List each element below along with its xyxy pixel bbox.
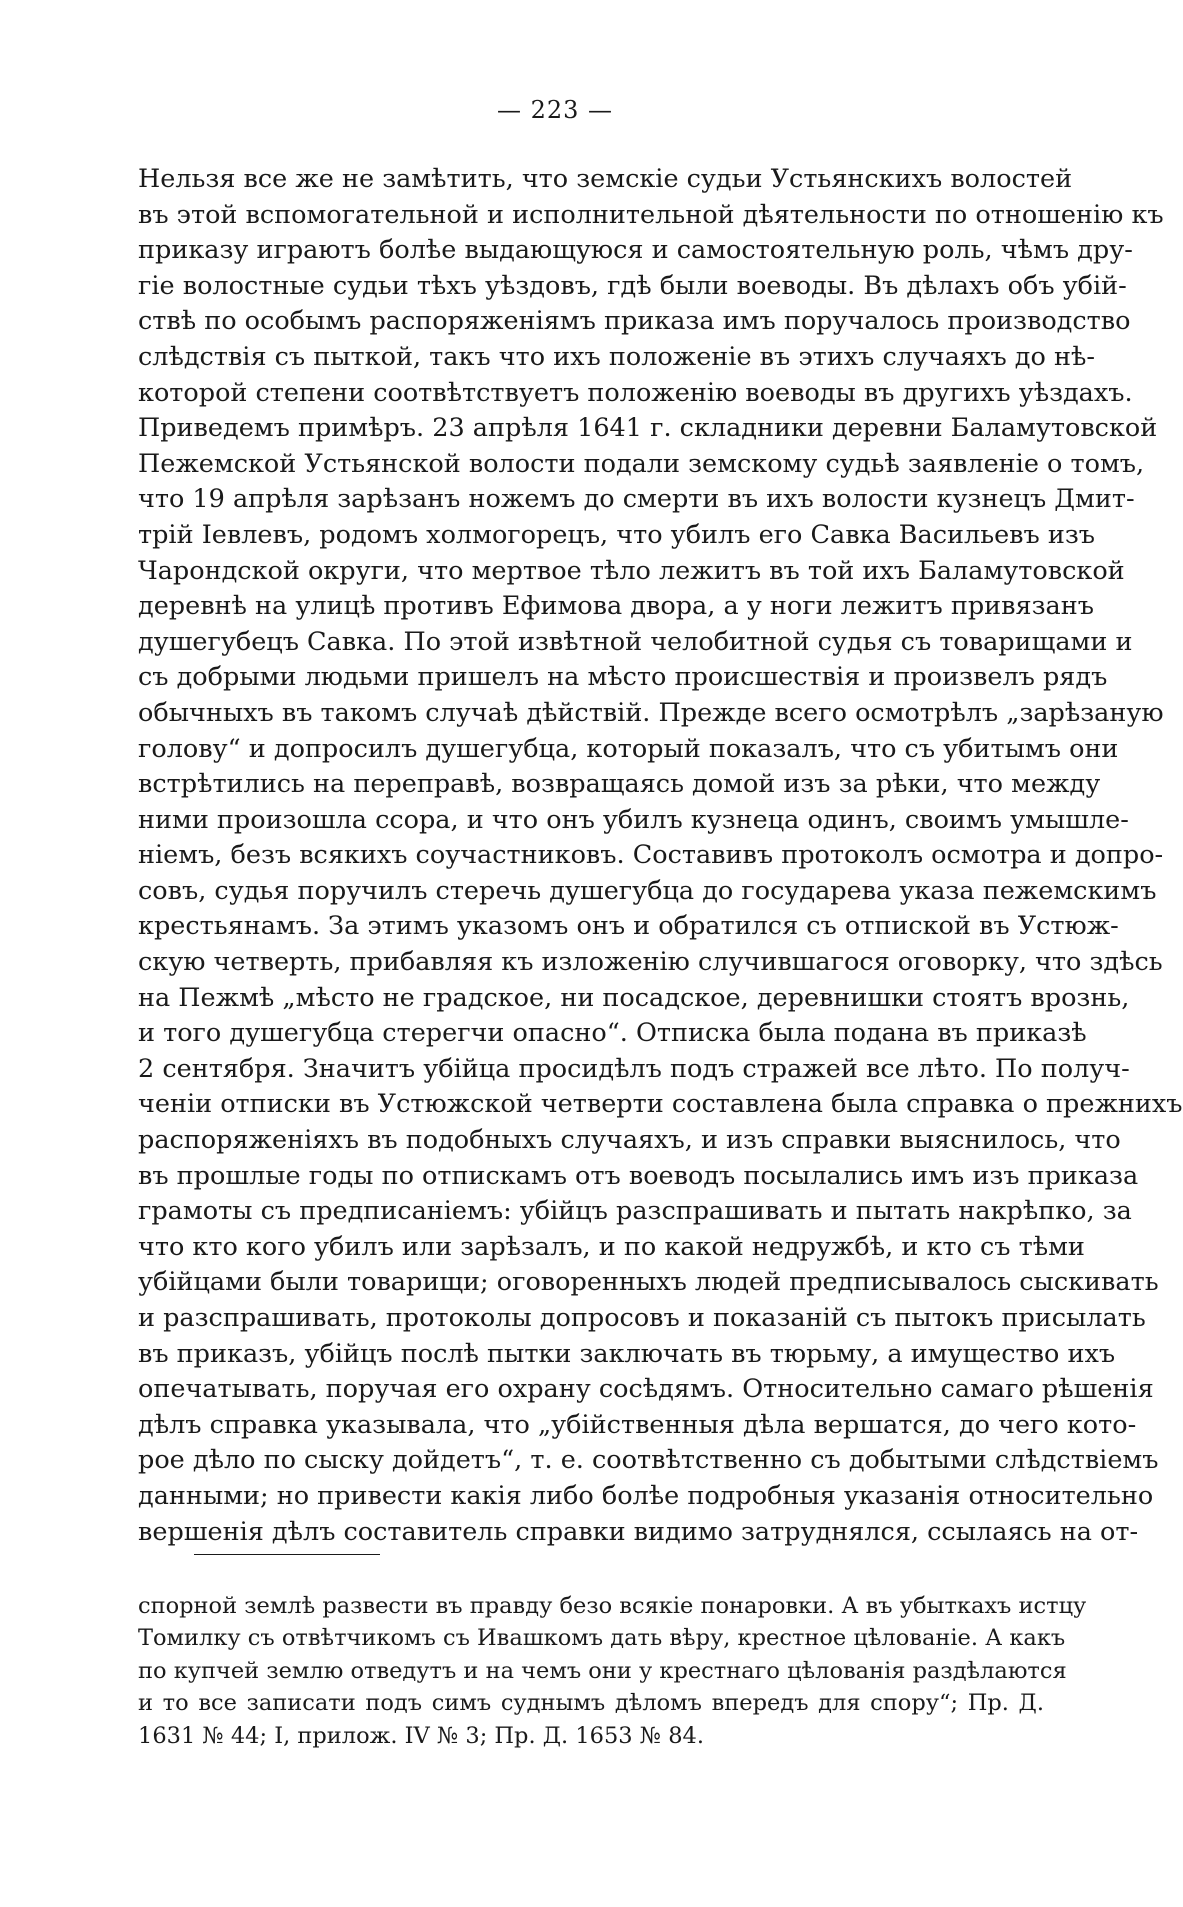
text-line: скую четверть, прибавляя къ изложенію случившагося оговорку, что здѣсь [138,947,1163,978]
text-line: и того душегубца стерегчи опасно“. Отписка была подана въ приказѣ [138,1018,1087,1049]
text-line: въ этой вспомогательной и исполнительной дѣятельности по отношенію къ [138,199,1164,230]
footnote-line: и то все записати подъ симъ суднымъ дѣломъ впередъ для спору“; Пр. Д. [138,1690,1044,1717]
text-line: совъ, судья поручилъ стеречь душегубца до государева указа пежемскимъ [138,875,1157,906]
text-line: встрѣтились на переправѣ, возвращаясь домой изъ за рѣки, что между [138,769,1101,800]
footnote-line: 1631 № 44; I, прилож. IV № 3; Пр. Д. 1653 № 84. [138,1722,704,1749]
text-line: убійцами были товарищи; оговоренныхъ людей предписывалось сыскивать [138,1267,1159,1298]
footnote-line: Томилку съ отвѣтчикомъ съ Ивашкомъ дать вѣру, крестное цѣлованіе. А какъ [138,1625,1066,1652]
text-line: Приведемъ примѣръ. 23 апрѣля 1641 г. складники деревни Баламутовской [138,413,1158,444]
text-line: рое дѣло по сыску дойдетъ“, т. е. соотвѣтственно съ добытыми слѣдствіемъ [138,1445,1159,1476]
text-line: обычныхъ въ такомъ случаѣ дѣйствій. Прежде всего осмотрѣлъ „зарѣзаную [138,697,1164,728]
text-line: съ добрыми людьми пришелъ на мѣсто происшествія и произвелъ рядъ [138,662,1108,693]
text-line: въ прошлые годы по отпискамъ отъ воеводъ посылались имъ изъ приказа [138,1160,1139,1191]
text-line: въ приказъ, убійцъ послѣ пытки заключать въ тюрьму, а имущество ихъ [138,1338,1116,1369]
footnote-line: спорной землѣ развести въ правду безо всякіе понаровки. А въ убыткахъ истцу [138,1593,1087,1619]
text-line: грамоты съ предписаніемъ: убійцъ разспрашивать и пытать накрѣпко, за [138,1196,1132,1227]
text-line: Нельзя все же не замѣтить, что земскіе судьи Устьянскихъ волостей [138,164,1073,194]
text-line: ченіи отписки въ Устюжской четверти составлена была справка о прежнихъ [138,1089,1183,1120]
text-line: слѣдствія съ пыткой, такъ что ихъ положеніе въ этихъ случаяхъ до нѣ- [138,341,1095,372]
text-line: вершенія дѣлъ составитель справки видимо затруднялся, ссылаясь на от- [138,1516,1139,1547]
text-line: Чарондской округи, что мертвое тѣло лежитъ въ той ихъ Баламутовской [138,555,1125,586]
text-line: что кто кого убилъ или зарѣзалъ, и по какой недружбѣ, и кто съ тѣми [138,1231,1085,1262]
text-line: душегубецъ Савка. По этой извѣтной челобитной судья съ товарищами и [138,626,1133,657]
text-line: трій Іевлевъ, родомъ холмогорецъ, что убилъ его Савка Васильевъ изъ [138,519,1095,550]
text-line: ніемъ, безъ всякихъ соучастниковъ. Составивъ протоколъ осмотра и допро- [138,840,1164,871]
text-line: распоряженіяхъ въ подобныхъ случаяхъ, и изъ справки выяснилось, что [138,1125,1121,1156]
main-text-block [138,162,1183,1550]
text-line: дѣлъ справка указывала, что „убійственныя дѣла вершатся, до чего кото- [138,1409,1137,1440]
text-line: деревнѣ на улицѣ противъ Ефимова двора, а у ноги лежитъ привязанъ [138,591,1094,622]
text-line: крестьянамъ. За этимъ указомъ онъ и обратился съ отпиской въ Устюж- [138,911,1119,942]
text-line: Пежемской Устьянской волости подали земскому судьѣ заявленіе о томъ, [138,448,1145,479]
text-line: голову“ и допросилъ душегубца, который показалъ, что съ убитымъ они [138,733,1119,764]
text-line: гіе волостные судьи тѣхъ уѣздовъ, гдѣ были воеводы. Въ дѣлахъ объ убій- [138,270,1127,301]
footnote-block [138,1590,1087,1752]
footnote-divider [194,1554,380,1555]
text-line: которой степени соотвѣтствуетъ положенію воеводы въ другихъ уѣздахъ. [138,377,1133,408]
text-line: ними произошла ссора, и что онъ убилъ кузнеца одинъ, своимъ умышле- [138,804,1129,835]
text-line: ствѣ по особымъ распоряженіямъ приказа имъ поручалось производство [138,306,1131,337]
text-line: 2 сентября. Значитъ убійца просидѣлъ подъ стражей все лѣто. По получ- [138,1053,1130,1084]
text-line: опечатывать, поручая его охрану сосѣдямъ. Относительно самаго рѣшенія [138,1374,1154,1405]
text-line: и разспрашивать, протоколы допросовъ и показаній съ пытокъ присылать [138,1303,1146,1333]
text-line: приказу играютъ болѣе выдающуюся и самостоятельную роль, чѣмъ дру- [138,235,1133,266]
footnote-line: по купчей землю отведутъ и на чемъ они у крестнаго цѣлованія раздѣлаются [138,1657,1067,1684]
text-line: данными; но привести какія либо болѣе подробныя указанія относительно [138,1480,1154,1511]
text-line: на Пежмѣ „мѣсто не градское, ни посадское, деревнишки стоятъ врознь, [138,982,1130,1013]
text-line: что 19 апрѣля зарѣзанъ ножемъ до смерти въ ихъ волости кузнецъ Дмит- [138,484,1135,515]
page-number: — 223 — [496,96,614,124]
